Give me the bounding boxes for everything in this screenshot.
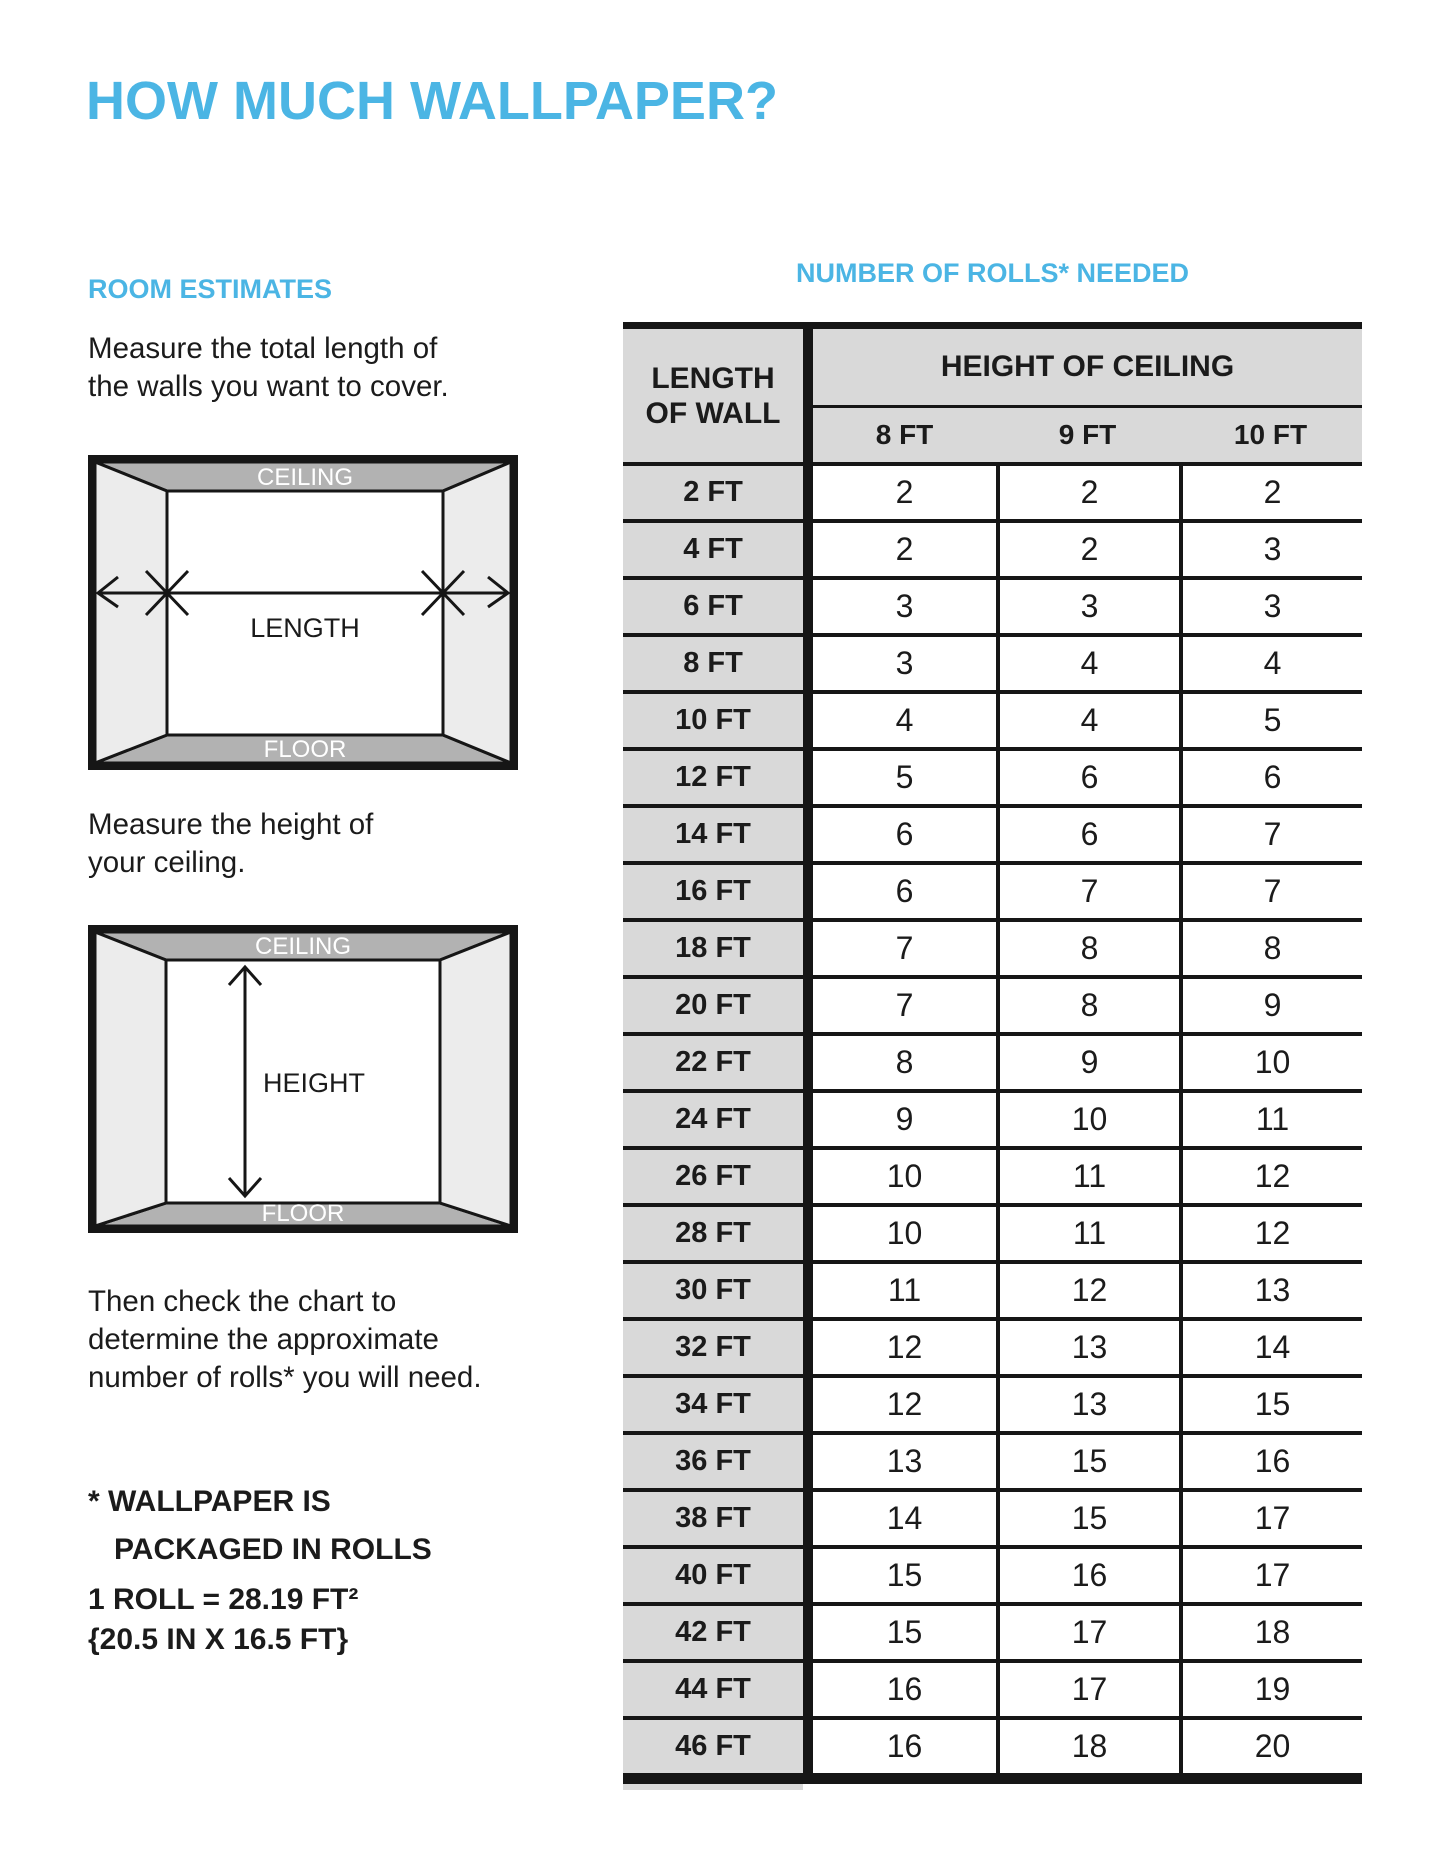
table-row	[623, 1150, 1362, 1207]
left-wall-surface	[95, 462, 167, 763]
value-cell: 9	[813, 1093, 996, 1150]
roll-size-line: {20.5 IN X 16.5 FT}	[88, 1623, 349, 1656]
value-cell: 16	[813, 1663, 996, 1720]
column-header-10ft: 10 FT	[1179, 408, 1362, 466]
value-cell: 2	[996, 466, 1179, 523]
value-cell: 8	[1179, 922, 1362, 979]
row-label-cell: 34 FT	[623, 1378, 813, 1435]
value-cell: 9	[1179, 979, 1362, 1036]
row-label-cell: 22 FT	[623, 1036, 813, 1093]
table-row	[623, 1036, 1362, 1093]
value-cell: 19	[1179, 1663, 1362, 1720]
value-cell: 14	[813, 1492, 996, 1549]
value-cell: 3	[1179, 523, 1362, 580]
table-row	[623, 1264, 1362, 1321]
table-row	[623, 751, 1362, 808]
wallpaper-rolls-note	[88, 1478, 432, 1574]
value-cell: 17	[1179, 1492, 1362, 1549]
table-row	[623, 580, 1362, 637]
value-cell: 3	[813, 637, 996, 694]
page-title: HOW MUCH WALLPAPER?	[86, 71, 778, 131]
value-cell: 6	[996, 808, 1179, 865]
left-wall-surface	[95, 932, 166, 1226]
row-label-cell: 28 FT	[623, 1207, 813, 1264]
table-row	[623, 1492, 1362, 1549]
value-cell: 12	[996, 1264, 1179, 1321]
value-cell: 2	[996, 523, 1179, 580]
row-label-cell: 36 FT	[623, 1435, 813, 1492]
value-cell: 5	[813, 751, 996, 808]
paragraph-line: your ceiling.	[88, 846, 246, 879]
row-label-cell: 42 FT	[623, 1606, 813, 1663]
row-label-cell: 16 FT	[623, 865, 813, 922]
row-label-cell: 12 FT	[623, 751, 813, 808]
paragraph-line: the walls you want to cover.	[88, 370, 449, 403]
paragraph-line: Measure the height of	[88, 808, 374, 841]
height-of-ceiling-header: HEIGHT OF CEILING	[813, 329, 1362, 408]
value-cell: 8	[813, 1036, 996, 1093]
value-cell: 8	[996, 979, 1179, 1036]
value-cell: 7	[1179, 808, 1362, 865]
table-row	[623, 1207, 1362, 1264]
value-cell: 11	[813, 1264, 996, 1321]
table-row	[623, 466, 1362, 523]
value-cell: 10	[996, 1093, 1179, 1150]
value-cell: 15	[813, 1606, 996, 1663]
length-of-wall-header	[623, 329, 813, 466]
value-cell: 5	[1179, 694, 1362, 751]
value-cell: 3	[996, 580, 1179, 637]
column-header-8ft: 8 FT	[813, 408, 996, 466]
rolls-table	[623, 322, 1362, 1784]
value-cell: 7	[1179, 865, 1362, 922]
row-label-cell: 2 FT	[623, 466, 813, 523]
room-height-diagram	[88, 925, 518, 1233]
right-wall-surface	[440, 932, 511, 1226]
table-row	[623, 922, 1362, 979]
value-cell: 16	[1179, 1435, 1362, 1492]
value-cell: 4	[996, 637, 1179, 694]
value-cell: 15	[1179, 1378, 1362, 1435]
row-label-cell: 4 FT	[623, 523, 813, 580]
value-cell: 18	[996, 1720, 1179, 1777]
value-cell: 17	[996, 1663, 1179, 1720]
rolls-table-container	[623, 322, 1362, 1784]
value-cell: 6	[813, 865, 996, 922]
paragraph-line: Measure the total length of	[88, 332, 438, 365]
right-wall-surface	[443, 462, 511, 763]
value-cell: 15	[813, 1549, 996, 1606]
instruction-paragraph-chart	[88, 1283, 482, 1397]
value-cell: 6	[996, 751, 1179, 808]
table-row	[623, 1720, 1362, 1777]
table-row	[623, 1435, 1362, 1492]
value-cell: 6	[813, 808, 996, 865]
value-cell: 14	[1179, 1321, 1362, 1378]
value-cell: 12	[813, 1321, 996, 1378]
row-label-cell: 8 FT	[623, 637, 813, 694]
value-cell: 12	[1179, 1207, 1362, 1264]
value-cell: 7	[996, 865, 1179, 922]
ceiling-label: CEILING	[254, 933, 352, 960]
table-row	[623, 979, 1362, 1036]
length-dimension-label: LENGTH	[250, 613, 360, 643]
room-estimates-heading: ROOM ESTIMATES	[88, 274, 333, 304]
value-cell: 17	[996, 1606, 1179, 1663]
roll-size-line: 1 ROLL = 28.19 FT²	[88, 1583, 359, 1616]
row-label-cell: 20 FT	[623, 979, 813, 1036]
value-cell: 12	[1179, 1150, 1362, 1207]
value-cell: 11	[1179, 1093, 1362, 1150]
row-label-cell: 38 FT	[623, 1492, 813, 1549]
paragraph-line: Then check the chart to	[88, 1285, 397, 1318]
value-cell: 15	[996, 1492, 1179, 1549]
header-line: OF WALL	[645, 396, 781, 430]
value-cell: 15	[996, 1435, 1179, 1492]
value-cell: 17	[1179, 1549, 1362, 1606]
value-cell: 2	[1179, 466, 1362, 523]
value-cell: 11	[996, 1150, 1179, 1207]
row-label-cell: 18 FT	[623, 922, 813, 979]
room-length-diagram	[88, 455, 518, 770]
table-gray-column-tail	[623, 1784, 803, 1790]
paragraph-line: number of rolls* you will need.	[88, 1361, 482, 1394]
floor-label: FLOOR	[263, 736, 347, 763]
value-cell: 18	[1179, 1606, 1362, 1663]
table-row	[623, 637, 1362, 694]
row-label-cell: 40 FT	[623, 1549, 813, 1606]
value-cell: 8	[996, 922, 1179, 979]
table-row	[623, 1321, 1362, 1378]
value-cell: 13	[996, 1378, 1179, 1435]
table-row	[623, 1606, 1362, 1663]
value-cell: 7	[813, 922, 996, 979]
value-cell: 13	[813, 1435, 996, 1492]
row-label-cell: 46 FT	[623, 1720, 813, 1777]
table-row	[623, 1093, 1362, 1150]
value-cell: 16	[996, 1549, 1179, 1606]
value-cell: 4	[1179, 637, 1362, 694]
value-cell: 16	[813, 1720, 996, 1777]
rolls-table-heading: NUMBER OF ROLLS* NEEDED	[795, 258, 1190, 288]
floor-label: FLOOR	[261, 1200, 345, 1227]
row-label-cell: 24 FT	[623, 1093, 813, 1150]
value-cell: 10	[813, 1207, 996, 1264]
table-header-row	[623, 329, 1362, 408]
row-label-cell: 10 FT	[623, 694, 813, 751]
value-cell: 3	[813, 580, 996, 637]
value-cell: 3	[1179, 580, 1362, 637]
value-cell: 7	[813, 979, 996, 1036]
value-cell: 2	[813, 523, 996, 580]
value-cell: 13	[1179, 1264, 1362, 1321]
value-cell: 10	[1179, 1036, 1362, 1093]
value-cell: 4	[996, 694, 1179, 751]
instruction-paragraph-length	[88, 330, 449, 406]
table-row	[623, 694, 1362, 751]
table-row	[623, 523, 1362, 580]
row-label-cell: 44 FT	[623, 1663, 813, 1720]
row-label-cell: 6 FT	[623, 580, 813, 637]
column-header-9ft: 9 FT	[996, 408, 1179, 466]
ceiling-label: CEILING	[256, 464, 354, 491]
note-line: * WALLPAPER IS	[88, 1485, 331, 1518]
height-dimension-label: HEIGHT	[263, 1068, 366, 1098]
value-cell: 11	[996, 1207, 1179, 1264]
value-cell: 9	[996, 1036, 1179, 1093]
table-row	[623, 865, 1362, 922]
table-row	[623, 1663, 1362, 1720]
roll-size-spec	[88, 1580, 358, 1660]
row-label-cell: 30 FT	[623, 1264, 813, 1321]
table-row	[623, 1378, 1362, 1435]
value-cell: 13	[996, 1321, 1179, 1378]
value-cell: 10	[813, 1150, 996, 1207]
note-line: PACKAGED IN ROLLS	[114, 1533, 432, 1566]
table-row	[623, 1549, 1362, 1606]
paragraph-line: determine the approximate	[88, 1323, 439, 1356]
value-cell: 4	[813, 694, 996, 751]
value-cell: 6	[1179, 751, 1362, 808]
instruction-paragraph-height	[88, 806, 373, 882]
row-label-cell: 26 FT	[623, 1150, 813, 1207]
value-cell: 20	[1179, 1720, 1362, 1777]
row-label-cell: 32 FT	[623, 1321, 813, 1378]
header-line: LENGTH	[651, 361, 775, 395]
row-label-cell: 14 FT	[623, 808, 813, 865]
value-cell: 2	[813, 466, 996, 523]
value-cell: 12	[813, 1378, 996, 1435]
table-row	[623, 808, 1362, 865]
